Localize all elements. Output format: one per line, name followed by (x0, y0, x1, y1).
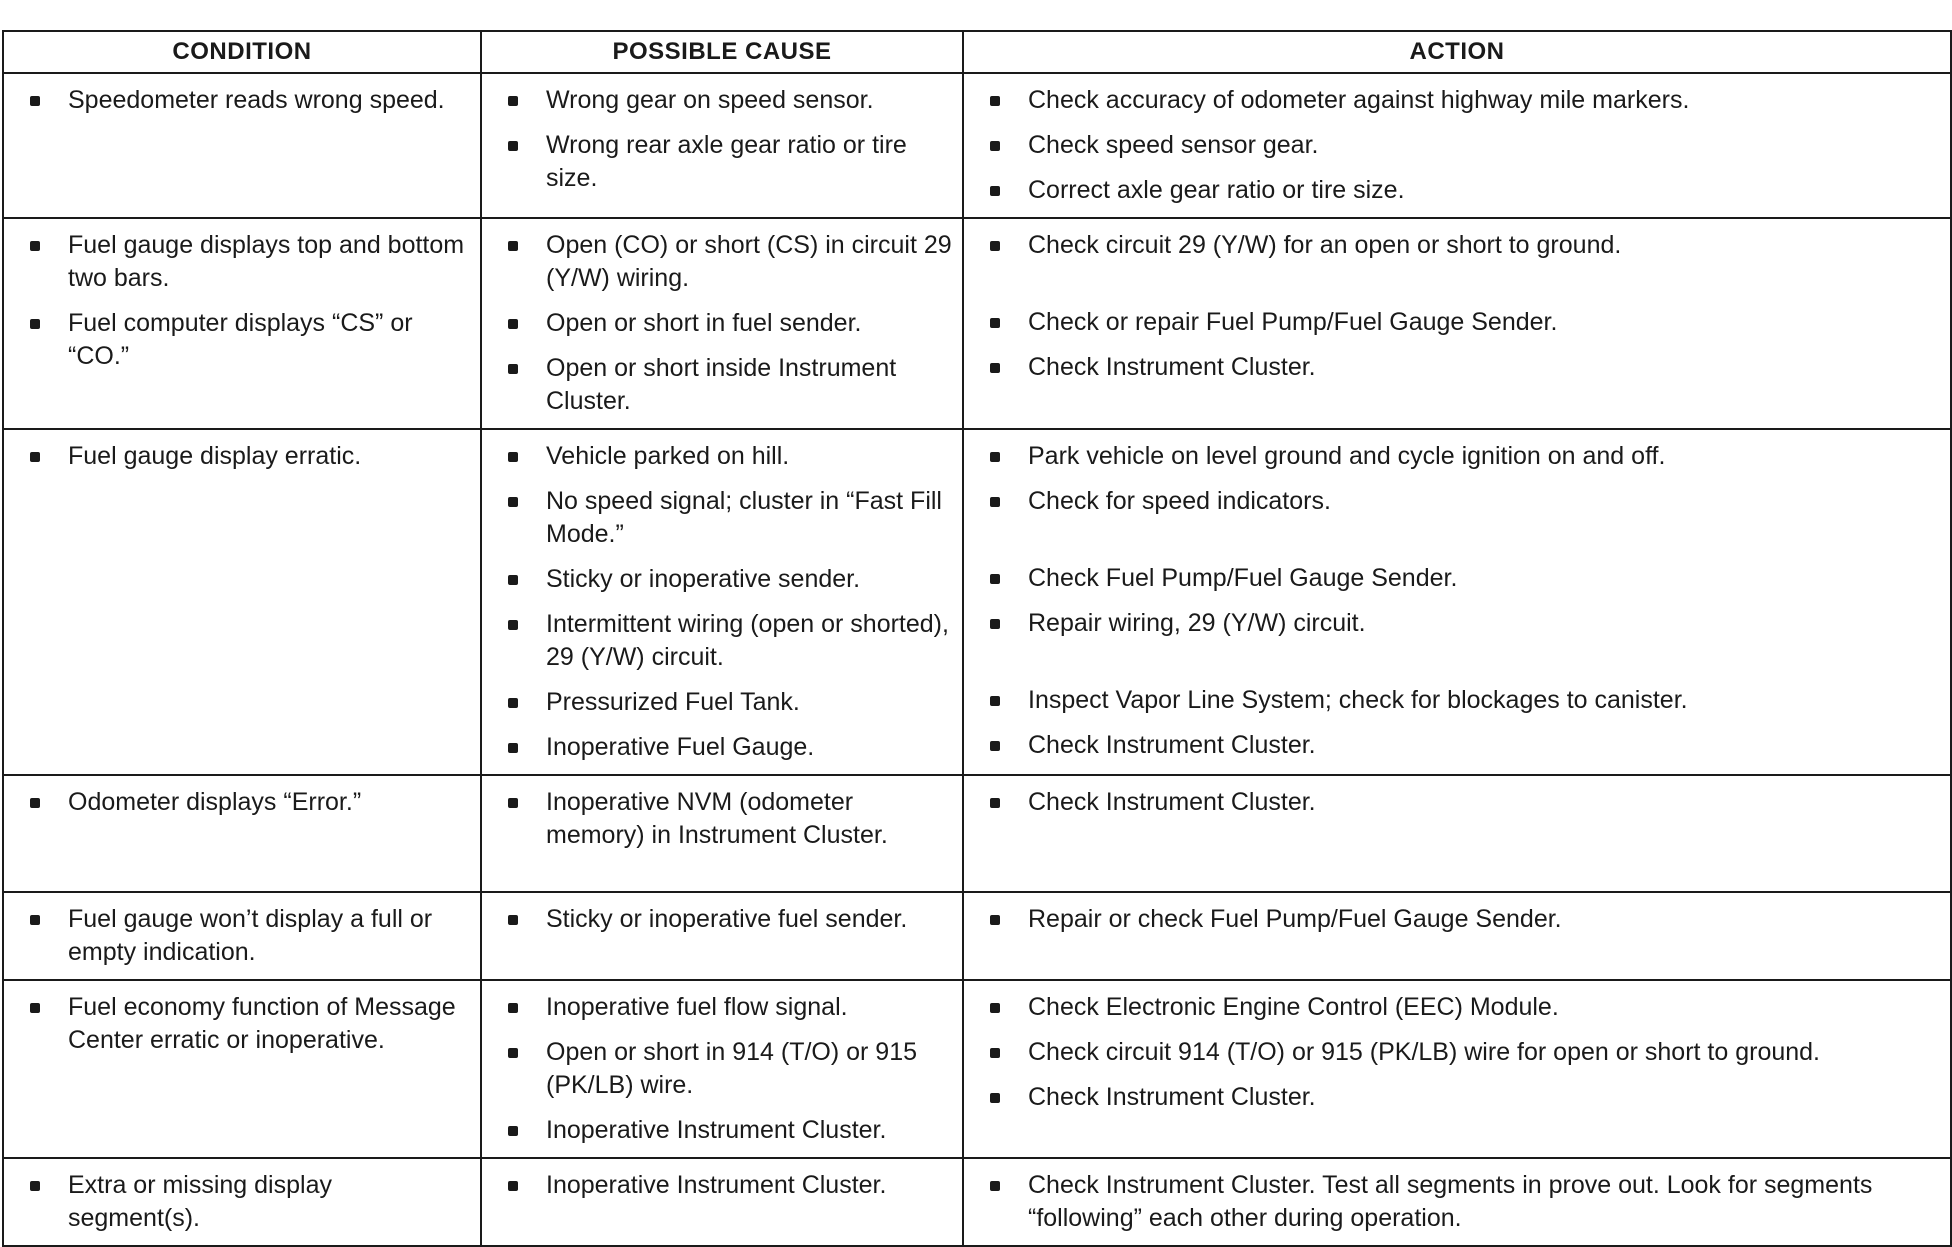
action-item: Check Instrument Cluster. Test all segments in prove out. Look for segments “following” each other during operation. (988, 1169, 1940, 1235)
table-row (3, 892, 1951, 980)
cause-cell (481, 980, 963, 1158)
header-row (3, 31, 1951, 73)
table-row (3, 218, 1951, 429)
header-possible-cause: POSSIBLE CAUSE (481, 31, 963, 73)
cause-item: Sticky or inoperative fuel sender. (506, 903, 952, 936)
cause-cell (481, 218, 963, 429)
cause-cell (481, 73, 963, 218)
cause-item: Pressurized Fuel Tank. (506, 686, 952, 719)
action-cell (963, 218, 1951, 429)
action-cell (963, 892, 1951, 980)
cause-item: Wrong rear axle gear ratio or tire size. (506, 129, 952, 195)
table-row (3, 775, 1951, 892)
cause-cell (481, 892, 963, 980)
action-item: Repair wiring, 29 (Y/W) circuit. (988, 607, 1940, 640)
cause-item: No speed signal; cluster in “Fast Fill Mode.” (506, 485, 952, 551)
cause-item: Open (CO) or short (CS) in circuit 29 (Y/W) wiring. (506, 229, 952, 295)
cause-item: Inoperative NVM (odometer memory) in Instrument Cluster. (506, 786, 952, 852)
diagnosis-table (2, 30, 1952, 1247)
cause-item: Wrong gear on speed sensor. (506, 84, 952, 117)
action-item: Inspect Vapor Line System; check for blockages to canister. (988, 684, 1940, 717)
action-item: Check Instrument Cluster. (988, 1081, 1940, 1114)
condition-cell (3, 892, 481, 980)
action-cell (963, 429, 1951, 775)
action-cell (963, 1158, 1951, 1246)
cause-item: Intermittent wiring (open or shorted), 29 (Y/W) circuit. (506, 608, 952, 674)
cause-item: Inoperative Instrument Cluster. (506, 1169, 952, 1202)
action-item: Check for speed indicators. (988, 485, 1940, 518)
action-item: Check circuit 914 (T/O) or 915 (PK/LB) wire for open or short to ground. (988, 1036, 1940, 1069)
condition-cell (3, 980, 481, 1158)
condition-cell (3, 73, 481, 218)
action-item: Check Instrument Cluster. (988, 729, 1940, 762)
action-item: Check circuit 29 (Y/W) for an open or short to ground. (988, 229, 1940, 262)
cause-item: Open or short in 914 (T/O) or 915 (PK/LB) wire. (506, 1036, 952, 1102)
condition-cell (3, 1158, 481, 1246)
action-item: Check Instrument Cluster. (988, 786, 1940, 819)
action-item: Check Electronic Engine Control (EEC) Module. (988, 991, 1940, 1024)
condition-item: Fuel economy function of Message Center erratic or inoperative. (28, 991, 470, 1057)
action-item: Check accuracy of odometer against highway mile markers. (988, 84, 1940, 117)
condition-item: Extra or missing display segment(s). (28, 1169, 470, 1235)
condition-item: Odometer displays “Error.” (28, 786, 470, 819)
condition-item: Fuel gauge display erratic. (28, 440, 470, 473)
header-action: ACTION (963, 31, 1951, 73)
condition-item: Fuel gauge displays top and bottom two bars. (28, 229, 470, 295)
header-condition: CONDITION (3, 31, 481, 73)
table-row (3, 73, 1951, 218)
action-item: Park vehicle on level ground and cycle ignition on and off. (988, 440, 1940, 473)
table-row (3, 980, 1951, 1158)
action-cell (963, 980, 1951, 1158)
cause-cell (481, 429, 963, 775)
cause-item: Inoperative Instrument Cluster. (506, 1114, 952, 1147)
cause-item: Inoperative fuel flow signal. (506, 991, 952, 1024)
table-row (3, 429, 1951, 775)
condition-cell (3, 429, 481, 775)
condition-cell (3, 775, 481, 892)
cause-cell (481, 1158, 963, 1246)
action-item: Check speed sensor gear. (988, 129, 1940, 162)
action-cell (963, 73, 1951, 218)
action-item: Repair or check Fuel Pump/Fuel Gauge Sender. (988, 903, 1940, 936)
table-row (3, 1158, 1951, 1246)
cause-cell (481, 775, 963, 892)
condition-item: Fuel computer displays “CS” or “CO.” (28, 307, 470, 373)
condition-item: Fuel gauge won’t display a full or empty indication. (28, 903, 470, 969)
cause-item: Sticky or inoperative sender. (506, 563, 952, 596)
action-item: Correct axle gear ratio or tire size. (988, 174, 1940, 207)
cause-item: Vehicle parked on hill. (506, 440, 952, 473)
action-item: Check or repair Fuel Pump/Fuel Gauge Sender. (988, 306, 1940, 339)
condition-cell (3, 218, 481, 429)
cause-item: Open or short inside Instrument Cluster. (506, 352, 952, 418)
cause-item: Open or short in fuel sender. (506, 307, 952, 340)
action-item: Check Fuel Pump/Fuel Gauge Sender. (988, 562, 1940, 595)
action-cell (963, 775, 1951, 892)
condition-item: Speedometer reads wrong speed. (28, 84, 470, 117)
action-item: Check Instrument Cluster. (988, 351, 1940, 384)
cause-item: Inoperative Fuel Gauge. (506, 731, 952, 764)
